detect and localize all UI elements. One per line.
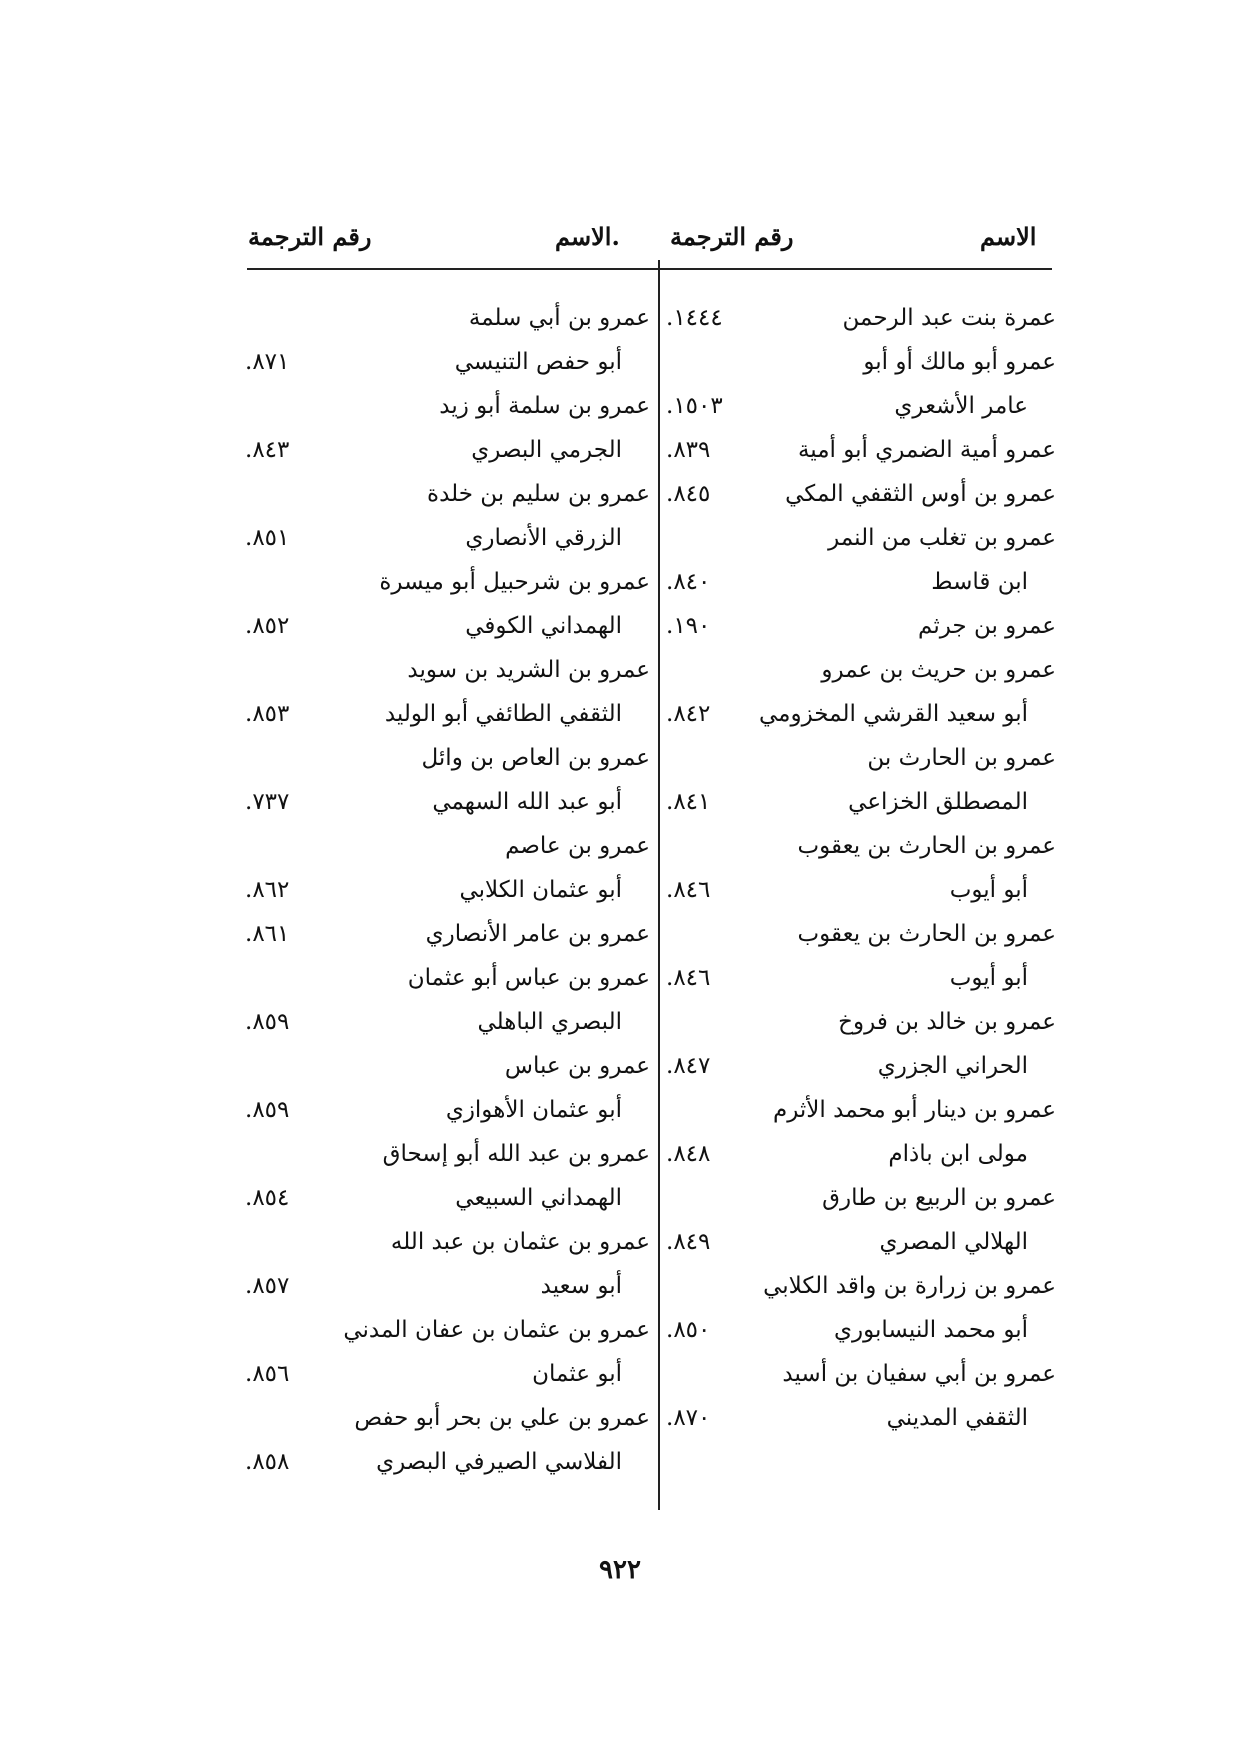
entry-name-continued: أبو أيوب: [949, 877, 1028, 903]
entry-name-continued: أبو عثمان الأهوازي: [445, 1097, 622, 1123]
header-left-name: .الاسم: [555, 222, 620, 251]
entry-name: عمرو بن تغلب من النمر: [828, 525, 1056, 551]
entry-number: ٨٦١.: [245, 921, 290, 947]
entry-number: ٨٣٩.: [666, 437, 711, 463]
entry-number: ٨٥٠.: [666, 1317, 711, 1343]
index-entry: [245, 472, 650, 560]
entry-number: ٨٥٧.: [245, 1273, 290, 1299]
index-entry: [245, 384, 650, 472]
entry-name-continued: الهمداني السبيعي: [455, 1185, 622, 1211]
entry-number: ٨٤٣.: [245, 437, 290, 463]
entry-name: عمرو بن جرثم: [918, 613, 1056, 639]
index-entry: [666, 1088, 1056, 1176]
right-column: [666, 296, 1056, 1496]
index-entry: [666, 296, 1056, 340]
index-entry: [245, 1396, 650, 1484]
entry-name: عمرو بن الحارث بن يعقوب: [797, 833, 1056, 859]
entry-name: عمرو بن عباس: [504, 1053, 650, 1079]
entry-name-continued: أبو عثمان الكلابي: [459, 877, 622, 903]
entry-name: عمرو بن زرارة بن واقد الكلابي: [763, 1273, 1056, 1299]
entry-number: ٨٧٠.: [666, 1405, 711, 1431]
entry-number: ٨٤٧.: [666, 1053, 711, 1079]
entry-number: ٨٤٦.: [666, 877, 711, 903]
index-entry: [666, 912, 1056, 1000]
entry-name-continued: الهلالي المصري: [879, 1229, 1028, 1255]
index-entry: [666, 472, 1056, 516]
entry-name: عمرو بن الحارث بن: [867, 745, 1056, 771]
entry-name-continued: البصري الباهلي: [477, 1009, 622, 1035]
entry-number: ٨٥٩.: [245, 1009, 290, 1035]
entry-name: عمرو بن سلمة أبو زيد: [439, 393, 650, 419]
index-entry: [245, 296, 650, 384]
entry-name: عمرو بن عثمان بن عبد الله: [390, 1229, 650, 1255]
entry-number: ٨٥٩.: [245, 1097, 290, 1123]
entry-name: عمرو بن علي بن بحر أبو حفص: [354, 1405, 650, 1431]
entry-name: عمرو بن عامر الأنصاري: [425, 921, 650, 947]
index-entry: [245, 1220, 650, 1308]
entry-name-continued: المصطلق الخزاعي: [848, 789, 1028, 815]
entry-name: عمرو بن شرحبيل أبو ميسرة: [379, 569, 650, 595]
entry-name: عمرو بن أبي سفيان بن أسيد: [782, 1361, 1056, 1387]
entry-number: ٨٤٩.: [666, 1229, 711, 1255]
header-right-name: الاسم: [980, 222, 1037, 251]
entry-number: ٨٤١.: [666, 789, 711, 815]
entry-name: عمرو بن خالد بن فروخ: [838, 1009, 1056, 1035]
header-right-number: رقم الترجمة: [670, 222, 794, 251]
header-rule: [247, 268, 1052, 270]
entry-number: ٨٦٢.: [245, 877, 290, 903]
index-entry: [666, 1352, 1056, 1440]
index-entry: [666, 428, 1056, 472]
index-entry: [666, 1176, 1056, 1264]
entry-name: عمرو بن أبي سلمة: [468, 305, 650, 331]
entry-number: ٨٤٥.: [666, 481, 711, 507]
entry-name: عمرو بن العاص بن وائل: [421, 745, 650, 771]
entry-name: عمرو أبو مالك أو أبو: [863, 349, 1056, 375]
index-entry: [666, 516, 1056, 604]
entry-name-continued: الجرمي البصري: [471, 437, 622, 463]
entry-number: ٨٧١.: [245, 349, 290, 375]
index-entry: [245, 1308, 650, 1396]
entry-number: ٨٤٦.: [666, 965, 711, 991]
entry-name: عمرو بن دينار أبو محمد الأثرم: [772, 1097, 1056, 1123]
index-entry: [666, 340, 1056, 428]
entry-name-continued: الثقفي المديني: [886, 1405, 1028, 1431]
entry-name: عمرو بن عاصم: [505, 833, 650, 859]
index-entry: [245, 1132, 650, 1220]
index-entry: [245, 560, 650, 648]
entry-number: ٨٥٦.: [245, 1361, 290, 1387]
index-entry: [666, 1000, 1056, 1088]
entry-name-continued: الحراني الجزري: [877, 1053, 1028, 1079]
index-entry: [245, 956, 650, 1044]
entry-number: ٨٥٤.: [245, 1185, 290, 1211]
entry-number: ٧٣٧.: [245, 789, 290, 815]
entry-number: ٨٥٨.: [245, 1449, 290, 1475]
entry-name-continued: أبو عبد الله السهمي: [432, 789, 622, 815]
entry-number: ٨٥١.: [245, 525, 290, 551]
entry-number: ١٥٠٣.: [666, 393, 723, 419]
entry-name-continued: أبو سعيد القرشي المخزومي: [759, 701, 1028, 727]
entry-number: ١٩٠.: [666, 613, 711, 639]
header-left-number: رقم الترجمة: [248, 222, 372, 251]
page-number: ٩٢٢: [599, 1555, 641, 1585]
entry-name-continued: أبو سعيد: [540, 1273, 622, 1299]
entry-name: عمرو بن الحارث بن يعقوب: [797, 921, 1056, 947]
column-divider: [658, 260, 660, 1510]
index-entry: [245, 912, 650, 956]
entry-name: عمرو بن سليم بن خلدة: [427, 481, 650, 507]
entry-name: عمرو بن عثمان بن عفان المدني: [343, 1317, 650, 1343]
entry-name: عمرو بن حريث بن عمرو: [821, 657, 1056, 683]
index-entry: [666, 1264, 1056, 1352]
entry-name-continued: الفلاسي الصيرفي البصري: [376, 1449, 622, 1475]
entry-name: عمرو بن الشريد بن سويد: [407, 657, 650, 683]
entry-name: عمرو بن عباس أبو عثمان: [407, 965, 650, 991]
index-entry: [666, 736, 1056, 824]
entry-name-continued: أبو حفص التنيسي: [454, 349, 622, 375]
entry-name-continued: ابن قاسط: [931, 569, 1028, 595]
entry-number: ٨٤٠.: [666, 569, 711, 595]
entry-name-continued: أبو أيوب: [949, 965, 1028, 991]
index-entry: [245, 736, 650, 824]
entry-name-continued: عامر الأشعري: [894, 393, 1028, 419]
index-entry: [245, 824, 650, 912]
entry-number: ٨٥٢.: [245, 613, 290, 639]
left-column: [245, 296, 650, 1496]
entry-number: ٨٤٨.: [666, 1141, 711, 1167]
entry-name: عمرو أمية الضمري أبو أمية: [797, 437, 1056, 463]
index-entry: [666, 824, 1056, 912]
entry-number: ٨٤٢.: [666, 701, 711, 727]
entry-number: ١٤٤٤.: [666, 305, 723, 331]
entry-name-continued: مولى ابن باذام: [888, 1141, 1028, 1167]
entry-name-continued: أبو عثمان: [532, 1361, 622, 1387]
index-entry: [245, 648, 650, 736]
entry-name: عمرو بن أوس الثقفي المكي: [785, 481, 1056, 507]
entry-name-continued: الثقفي الطائفي أبو الوليد: [384, 701, 622, 727]
entry-name-continued: أبو محمد النيسابوري: [833, 1317, 1028, 1343]
index-entry: [666, 648, 1056, 736]
entry-number: ٨٥٣.: [245, 701, 290, 727]
index-entry: [245, 1044, 650, 1132]
entry-name-continued: الزرقي الأنصاري: [465, 525, 622, 551]
entry-name: عمرو بن عبد الله أبو إسحاق: [382, 1141, 650, 1167]
entry-name: عمرة بنت عبد الرحمن: [842, 305, 1056, 331]
entry-name: عمرو بن الربيع بن طارق: [822, 1185, 1056, 1211]
entry-name-continued: الهمداني الكوفي: [465, 613, 622, 639]
index-entry: [666, 604, 1056, 648]
